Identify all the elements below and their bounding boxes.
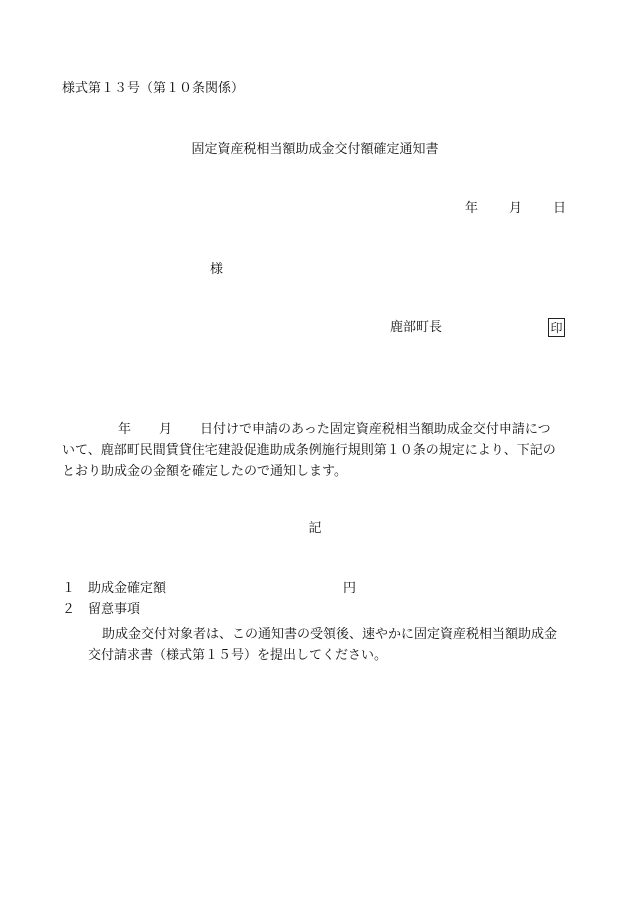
body-year-label: 年: [118, 422, 132, 437]
item-label: 助成金確定額: [88, 581, 167, 596]
issuer-name: 鹿部町長: [390, 320, 443, 335]
body-line-2: いて、鹿部町民間賃貸住宅建設促進助成条例施行規則第１０条の規定により、下記の: [62, 443, 556, 458]
body-line-1: [62, 419, 567, 440]
item-number: ２: [62, 602, 76, 617]
addressee-suffix: 様: [210, 262, 224, 277]
item-notes: [62, 603, 140, 616]
date-month-label: 月: [509, 201, 523, 216]
item-number: １: [62, 581, 76, 596]
document-title: 固定資産税相当額助成金交付額確定通知書: [191, 142, 439, 157]
ki-heading: 記: [308, 521, 322, 536]
body-line-1-text: 日付けで申請のあった固定資産税相当額助成金交付申請につ: [200, 422, 551, 437]
item-confirmed-amount: [62, 582, 166, 595]
notice-body: [62, 419, 567, 482]
note-line-2: 交付請求書（様式第１５号）を提出してください。: [88, 648, 388, 663]
body-month-label: 月: [159, 422, 173, 437]
date-year-label: 年: [465, 201, 479, 216]
note-text: [88, 624, 578, 666]
note-line-1: 助成金交付対象者は、この通知書の受領後、速やかに固定資産税相当額助成金: [102, 627, 558, 642]
form-number: 様式第１３号（第１０条関係）: [62, 81, 245, 96]
seal-mark: 印: [548, 318, 565, 337]
amount-unit: 円: [343, 581, 357, 596]
date-day-label: 日: [553, 201, 567, 216]
body-line-3: とおり助成金の金額を確定したので通知します。: [62, 464, 347, 479]
item-label: 留意事項: [88, 602, 141, 617]
date-line: [465, 202, 566, 215]
